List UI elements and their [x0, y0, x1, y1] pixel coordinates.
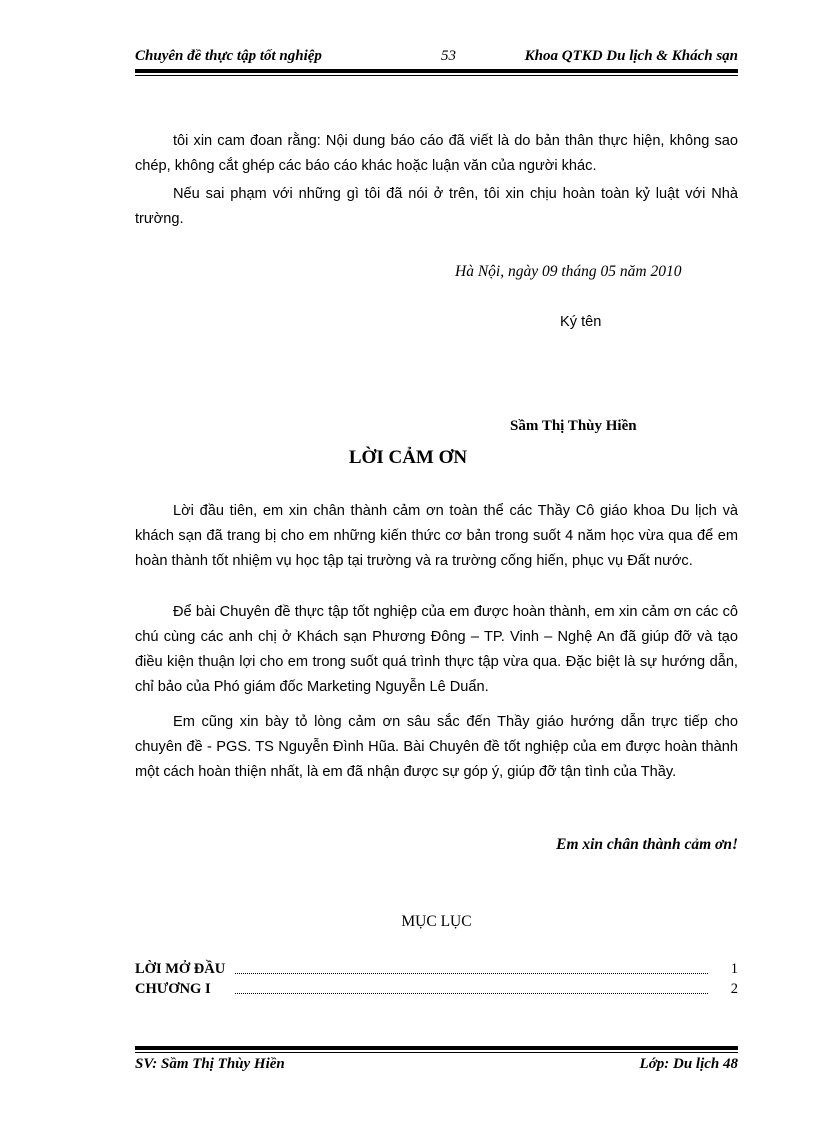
footer-student: SV: Sầm Thị Thùy Hiền [135, 1056, 285, 1072]
toc-entry[interactable] [135, 961, 738, 981]
signer-name: Sầm Thị Thùy Hiền [510, 418, 637, 434]
toc-entry[interactable] [135, 981, 738, 1001]
toc-leader [235, 993, 708, 994]
closing-thanks: Em xin chân thành cảm ơn! [556, 836, 738, 853]
footer-class: Lớp: Du lịch 48 [639, 1056, 738, 1072]
header-rule-thick [135, 69, 738, 73]
toc-entry-label: LỜI MỞ ĐẦU [135, 961, 226, 977]
footer-rule-thin [135, 1052, 738, 1053]
header-faculty: Khoa QTKD Du lịch & Khách sạn [524, 48, 738, 64]
date-line: Hà Nội, ngày 09 tháng 05 năm 2010 [455, 263, 682, 280]
toc-entry-page: 1 [730, 961, 738, 977]
toc-entry-page: 2 [730, 981, 738, 997]
sign-label: Ký tên [560, 314, 602, 330]
declaration-paragraph-2: Nếu sai phạm với những gì tôi đã nói ở trên, tôi xin chịu hoàn toàn kỷ luật với Nhà trường. [135, 186, 738, 227]
header-title: Chuyên đề thực tập tốt nghiệp [135, 48, 322, 64]
toc-leader [235, 973, 708, 974]
footer-rule-thick [135, 1046, 738, 1050]
acknowledgement-paragraph-3: Em cũng xin bày tỏ lòng cảm ơn sâu sắc đến Thầy giáo hướng dẫn trực tiếp cho chuyên đề - PGS. TS Nguyễn Đình Hũa. Bài Chuyên đề tốt nghiệp của em được hoàn thành một cách hoàn thiện nhất, là em đã nhận được sự góp ý, giúp đỡ tận tình của Thầy. [135, 714, 738, 780]
page-number: 53 [441, 48, 456, 64]
page-footer [135, 1056, 738, 1078]
acknowledgement-title: LỜI CẢM ƠN [348, 447, 468, 468]
toc-title: MỤC LỤC [401, 913, 472, 930]
acknowledgement-paragraph-2: Để bài Chuyên đề thực tập tốt nghiệp của em được hoàn thành, em xin cảm ơn các cô chú cùng các anh chị ở Khách sạn Phương Đông – TP. Vinh – Nghệ An đã giúp đỡ và tạo điều kiện thuận lợi cho em trong suốt quá trình thực tập vừa qua. Đặc biệt là sự hướng dẫn, chỉ bảo của Phó giám đốc Marketing Nguyễn Lê Duẩn. [135, 604, 738, 695]
header-rule-thin [135, 75, 738, 76]
acknowledgement-paragraph-1: Lời đầu tiên, em xin chân thành cảm ơn toàn thể các Thầy Cô giáo khoa Du lịch và khách sạn đã trang bị cho em những kiến thức cơ bản trong suốt 4 năm học vừa qua để em hoàn thành tốt nhiệm vụ học tập tại trường và ra trường cống hiến, phục vụ Đất nước. [135, 503, 738, 569]
page-header [135, 48, 738, 70]
toc-entry-label: CHƯƠNG I [135, 981, 211, 997]
declaration-paragraph-1: tôi xin cam đoan rằng: Nội dung báo cáo đã viết là do bản thân thực hiện, không sao chép, không cắt ghép các báo cáo khác hoặc luận văn của người khác. [135, 133, 738, 174]
